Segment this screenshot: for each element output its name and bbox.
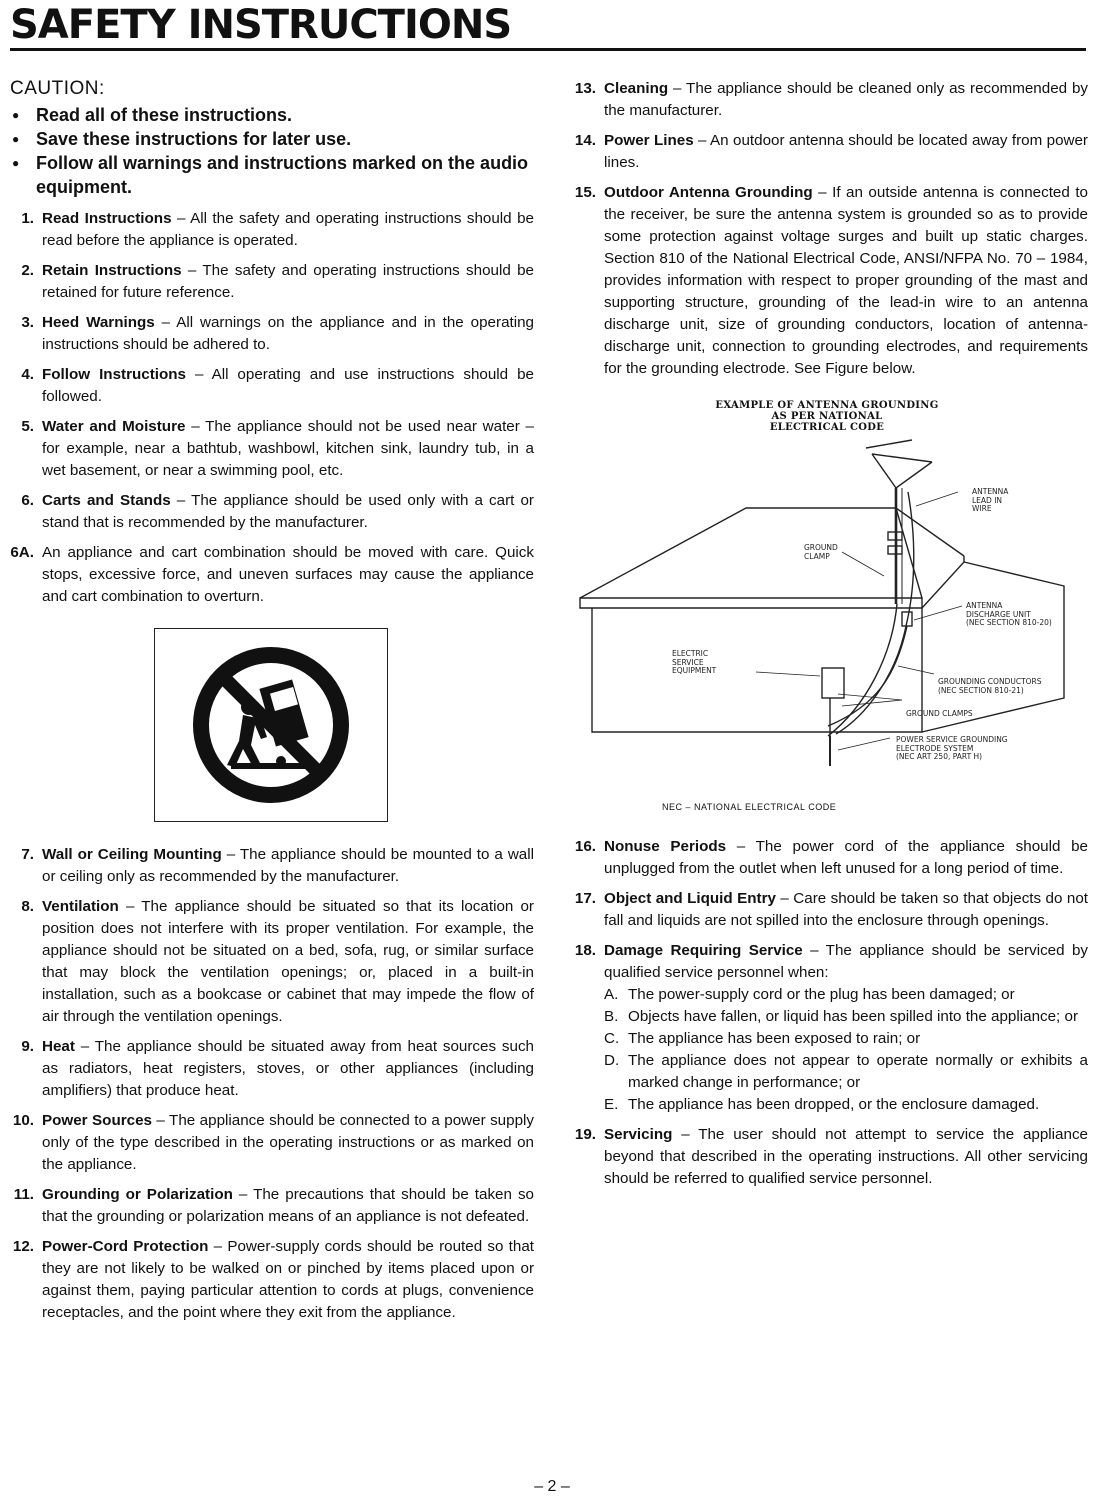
item-body: – All the safety and operating instructions should be read before the appliance is operated. [42, 210, 534, 249]
item-number: 18. [574, 942, 596, 959]
antenna-grounding-figure [566, 400, 1088, 818]
instruction-item [566, 888, 1088, 932]
item-heading: Power Sources [42, 1112, 152, 1129]
item-text [42, 416, 534, 482]
instruction-item [10, 542, 534, 608]
item-body: – The safety and operating instructions should be retained for future reference. [42, 262, 534, 301]
item-body: – The appliance should be connected to a power supply only of the type described in the operating instructions or as marked on the appliance. [42, 1112, 534, 1173]
item-text [42, 1036, 534, 1102]
caution-bullet: ● Read all of these instructions. [10, 103, 534, 127]
caption-line: EXAMPLE OF ANTENNA GROUNDING [715, 400, 939, 411]
item-body: – If an outside antenna is connected to the receiver, be sure the antenna system is grounded so as to provide some protection against voltage surges and built up static charges. Section 810 of the National Electrical Code, ANSI/NFPA No. 70 – 1984, provides information with respect to proper grounding of the mast and supporting structure, grounding of the lead-in wire to an antenna discharge unit, size of grounding conductors, location of antenna-discharge unit, connection to grounding electrodes, and requirements for the grounding electrode. See Figure below. [604, 184, 1088, 377]
item-number: 7. [21, 846, 34, 863]
item-text [42, 1236, 534, 1324]
item-heading: Wall or Ceiling Mounting [42, 846, 222, 863]
no-cart-tipping-icon [191, 645, 351, 805]
item-text [42, 542, 534, 608]
item-body: – The appliance should be mounted to a wall or ceiling only as recommended by the manufacturer. [42, 846, 534, 885]
item-heading: Water and Moisture [42, 418, 186, 435]
sub-letter: E. [604, 1096, 619, 1113]
item-text [42, 1110, 534, 1176]
sub-item [604, 984, 1088, 1006]
left-column [10, 78, 534, 1332]
label-line: GROUNDING CONDUCTORS [938, 677, 1042, 686]
item-body: – The appliance should be cleaned only as recommended by the manufacturer. [604, 80, 1088, 119]
label-ground-clamp [804, 544, 838, 561]
label-line: GROUND CLAMPS [906, 709, 973, 718]
sub-item [604, 1094, 1088, 1116]
label-line: ANTENNA [972, 487, 1009, 496]
item-text [604, 130, 1088, 174]
caption-line: ELECTRICAL CODE [769, 422, 885, 433]
page-title: SAFETY INSTRUCTIONS [10, 2, 512, 48]
label-electric-service [672, 650, 716, 676]
instruction-item [10, 260, 534, 304]
item-heading: Damage Requiring Service [604, 942, 803, 959]
item-body: – Care should be taken so that objects do not fall and liquids are not spilled into the enclosure through openings. [604, 890, 1088, 929]
item-body: An appliance and cart combination should be moved with care. Quick stops, excessive force, and uneven surfaces may cause the appliance and cart combination to overturn. [42, 544, 534, 605]
item-heading: Grounding or Polarization [42, 1186, 233, 1203]
item-body: – All warnings on the appliance and in the operating instructions should be adhered to. [42, 314, 534, 353]
item-text [604, 940, 1088, 1116]
item-heading: Servicing [604, 1126, 673, 1143]
sub-item [604, 1028, 1088, 1050]
instruction-item [10, 1036, 534, 1102]
sub-text: Objects have fallen, or liquid has been spilled into the appliance; or [628, 1008, 1079, 1025]
label-line: ELECTRIC [672, 649, 709, 658]
item-body: – The appliance should be serviced by qualified service personnel when: [604, 942, 1088, 981]
label-line: ELECTRODE SYSTEM [896, 743, 974, 753]
label-antenna-lead-in [972, 488, 1008, 514]
item-heading: Outdoor Antenna Grounding [604, 184, 813, 201]
item-number: 6A. [10, 544, 34, 561]
sub-letter: D. [604, 1052, 620, 1069]
item-heading: Read Instructions [42, 210, 172, 227]
instruction-item [10, 490, 534, 534]
item-heading: Nonuse Periods [604, 838, 727, 855]
item-number: 3. [21, 314, 34, 331]
item-text [42, 364, 534, 408]
label-line: GROUND [804, 543, 838, 552]
figure-note: NEC – NATIONAL ELECTRICAL CODE [662, 802, 837, 812]
item-number: 15. [574, 184, 596, 201]
right-column [566, 78, 1088, 1198]
label-discharge-unit [966, 602, 1052, 628]
item-body: – The appliance should be situated away from heat sources such as radiators, heat registers, stoves, or other appliances (including amplifiers) that produce heat. [42, 1038, 534, 1099]
instruction-item [10, 416, 534, 482]
item-text [42, 1184, 534, 1228]
item-number: 4. [21, 366, 34, 383]
item-body: – The precautions that should be taken so that the grounding or polarization means of an appliance is not defeated. [42, 1186, 534, 1225]
instruction-item [10, 364, 534, 408]
label-line: (NEC SECTION 810-20) [966, 618, 1052, 627]
item-body: – The appliance should be used only with a cart or stand that is recommended by the manufacturer. [42, 492, 534, 531]
label-line: (NEC ART 250, PART H) [896, 752, 983, 761]
item-number: 12. [12, 1238, 34, 1255]
instruction-item [566, 130, 1088, 174]
cart-warning-image [154, 628, 388, 822]
label-line: CLAMP [804, 551, 830, 561]
item-heading: Heat [42, 1038, 75, 1055]
instruction-item [566, 940, 1088, 1116]
item-number: 17. [574, 890, 596, 907]
instruction-item [10, 1236, 534, 1324]
item-heading: Carts and Stands [42, 492, 171, 509]
item-body: – Power-supply cords should be routed so that they are not likely to be walked on or pinched by items placed upon or against them, paying particular attention to cords at plugs, convenience receptacles, and the point where they exit from the appliance. [42, 1238, 534, 1321]
item-number: 6. [21, 492, 34, 509]
item-text [604, 182, 1088, 380]
sub-item [604, 1006, 1088, 1028]
label-line: (NEC SECTION 810-21) [938, 685, 1024, 695]
sub-text: The appliance does not appear to operate normally or exhibits a marked change in performance; or [628, 1052, 1088, 1091]
item-number: 8. [21, 898, 34, 915]
item-heading: Cleaning [604, 80, 669, 97]
sub-letter: A. [604, 986, 619, 1003]
label-line: WIRE [972, 504, 992, 513]
instruction-item [10, 1184, 534, 1228]
label-grounding-conductors [938, 678, 1042, 695]
instruction-item [566, 836, 1088, 880]
item-text [604, 78, 1088, 122]
instruction-item [566, 1124, 1088, 1190]
item-number: 11. [13, 1186, 34, 1203]
item-text [604, 888, 1088, 932]
item-body: – The user should not attempt to service the appliance beyond that described in the operating instructions. All other servicing should be referred to qualified service personnel. [604, 1126, 1088, 1187]
label-line: EQUIPMENT [672, 666, 717, 675]
item-number: 9. [21, 1038, 34, 1055]
item-text [604, 836, 1088, 880]
sub-text: The appliance has been exposed to rain; or [628, 1030, 921, 1047]
item-body: – The power cord of the appliance should be unplugged from the outlet when left unused for a long period of time. [604, 838, 1088, 877]
label-line: DISCHARGE UNIT [966, 609, 1031, 619]
item-text [42, 260, 534, 304]
item-body: – The appliance should be situated so that its location or position does not interfere with its proper ventilation. For example, the appliance should not be situated on a bed, sofa, rug, or similar surface that may block the ventilation openings; or, placed in a built-in installation, such as a bookcase or cabinet that may impede the flow of air through the ventilation openings. [42, 898, 534, 1025]
instruction-item [10, 1110, 534, 1176]
item-text [42, 896, 534, 1028]
item-body: – The appliance should not be used near water – for example, near a bathtub, washbowl, kitchen sink, laundry tub, in a wet basement, or near a swimming pool, etc. [42, 418, 534, 479]
item-heading: Heed Warnings [42, 314, 155, 331]
instruction-item [10, 896, 534, 1028]
label-line: POWER SERVICE GROUNDING [896, 735, 1008, 744]
page-number: – 2 – [534, 1478, 570, 1495]
instruction-item [10, 312, 534, 356]
sub-list [604, 984, 1088, 1116]
label-ground-clamps [906, 710, 973, 719]
item-heading: Retain Instructions [42, 262, 182, 279]
item-body: – All operating and use instructions should be followed. [42, 366, 534, 405]
item-number: 2. [21, 262, 34, 279]
item-text [42, 490, 534, 534]
figure-caption [566, 400, 1088, 433]
item-text [42, 312, 534, 356]
instruction-item [566, 78, 1088, 122]
sub-item [604, 1050, 1088, 1094]
item-number: 5. [21, 418, 34, 435]
label-line: ANTENNA [966, 601, 1003, 610]
item-heading: Power Lines [604, 132, 694, 149]
item-text [604, 1124, 1088, 1190]
caution-heading: CAUTION: [10, 78, 105, 99]
sub-letter: B. [604, 1008, 619, 1025]
item-text [42, 208, 534, 252]
caution-bullet: ● Follow all warnings and instructions marked on the audio equipment. [10, 151, 534, 199]
instruction-item [566, 182, 1088, 380]
item-number: 14. [574, 132, 596, 149]
item-number: 1. [21, 210, 34, 227]
label-line: LEAD IN [972, 495, 1003, 505]
item-heading: Object and Liquid Entry [604, 890, 776, 907]
caption-line: AS PER NATIONAL [771, 411, 883, 422]
instruction-item [10, 844, 534, 888]
item-text [42, 844, 534, 888]
item-number: 10. [12, 1112, 34, 1129]
sub-text: The power-supply cord or the plug has been damaged; or [628, 986, 1015, 1003]
item-number: 13. [574, 80, 596, 97]
item-number: 19. [574, 1126, 596, 1143]
label-power-service [896, 736, 1008, 762]
caution-bullets [10, 103, 534, 199]
item-number: 16. [574, 838, 596, 855]
item-heading: Power-Cord Protection [42, 1238, 209, 1255]
sub-letter: C. [604, 1030, 620, 1047]
caution-bullet: ● Save these instructions for later use. [10, 127, 534, 151]
item-heading: Follow Instructions [42, 366, 186, 383]
item-heading: Ventilation [42, 898, 119, 915]
item-body: – An outdoor antenna should be located away from power lines. [604, 132, 1088, 171]
label-line: SERVICE [672, 657, 704, 667]
sub-text: The appliance has been dropped, or the enclosure damaged. [628, 1096, 1040, 1113]
instruction-item [10, 208, 534, 252]
title-rule [10, 48, 1086, 51]
